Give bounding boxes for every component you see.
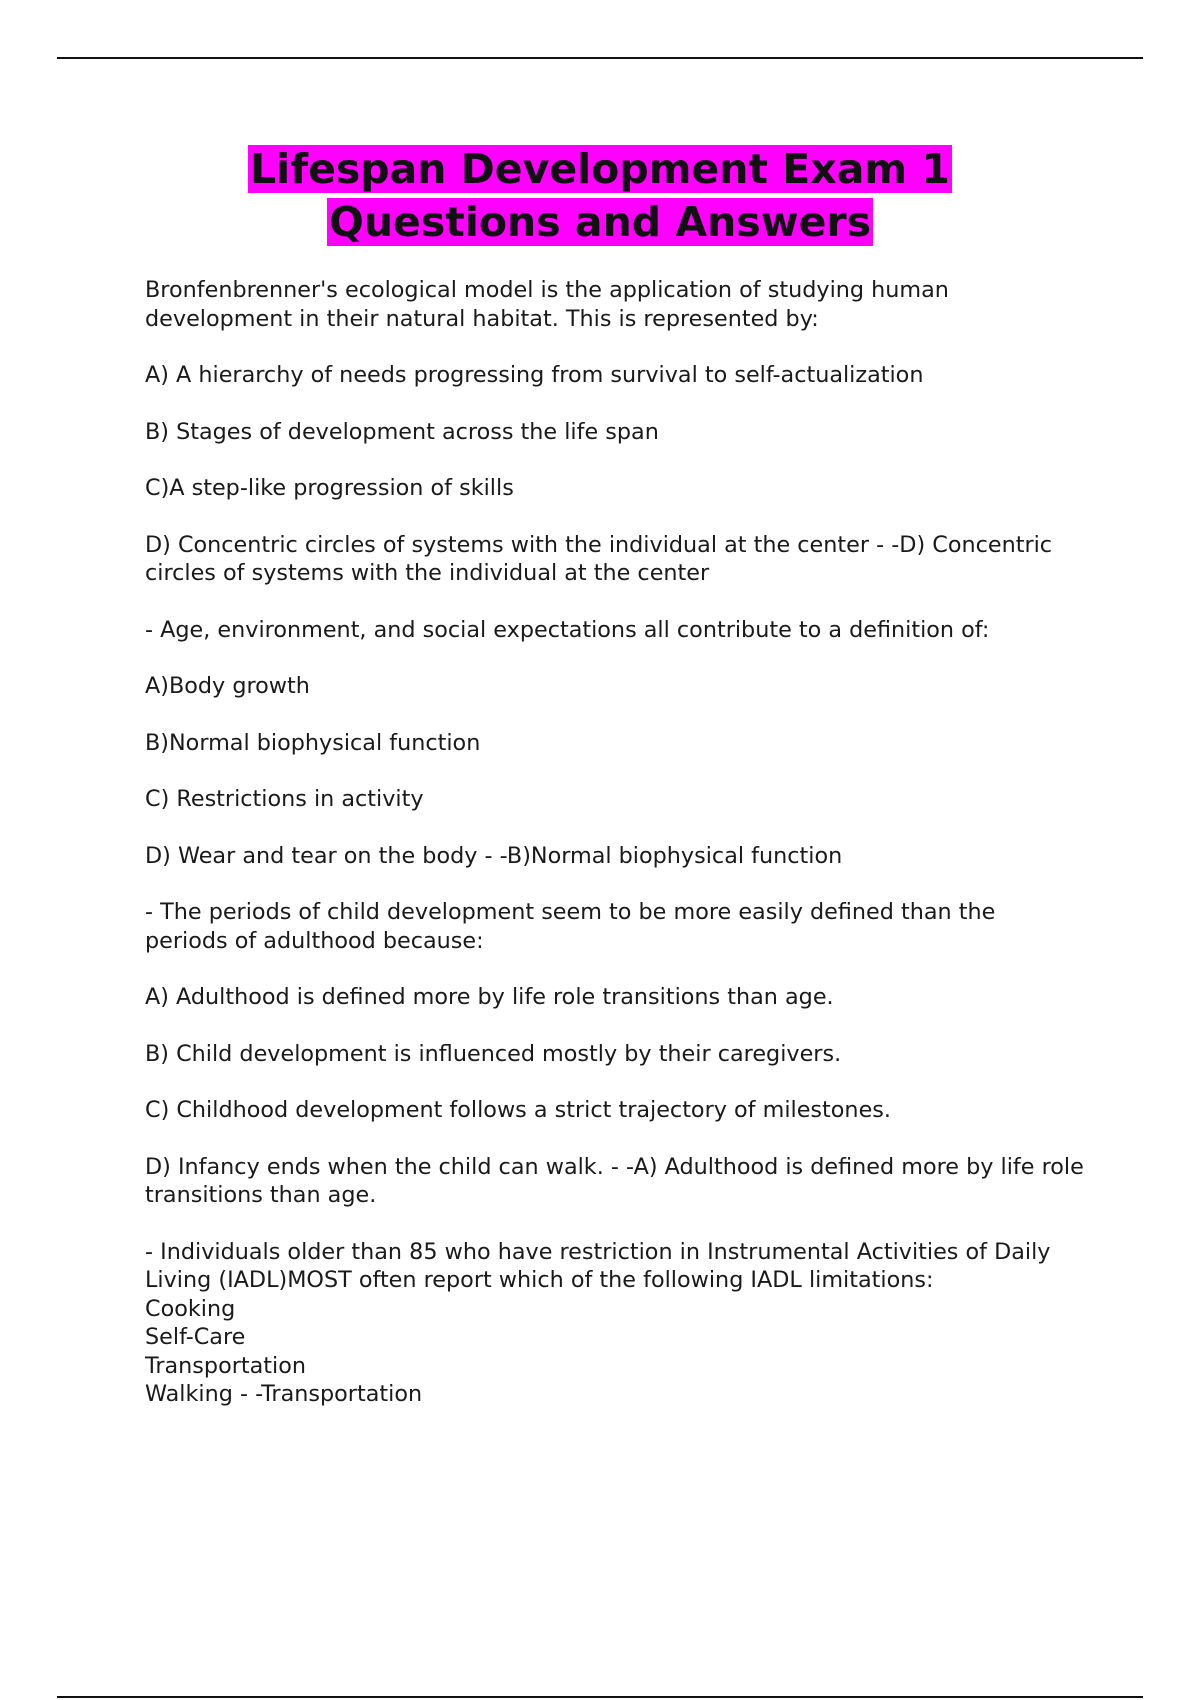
question-1-prompt: Bronfenbrenner's ecological model is the application of studying human development in their natural habitat. This is represented by:	[145, 277, 949, 332]
question-3-option-c: C) Childhood development follows a strict trajectory of milestones.	[145, 1097, 891, 1123]
question-4-line-4-answer: Walking - -Transportation	[145, 1381, 423, 1407]
question-2-option-c: C) Restrictions in activity	[145, 786, 424, 812]
question-3-option-a: A) Adulthood is defined more by life role transitions than age.	[145, 984, 834, 1010]
question-1-option-a: A) A hierarchy of needs progressing from survival to self-actualization	[145, 362, 924, 388]
title-line-2: Questions and Answers	[328, 198, 872, 246]
question-2-option-a: A)Body growth	[145, 673, 310, 699]
question-4-line-1: Cooking	[145, 1295, 236, 1322]
question-4-line-3: Transportation	[145, 1352, 306, 1379]
question-2-prompt: - Age, environment, and social expectations all contribute to a definition of:	[145, 616, 990, 643]
footer-rule	[57, 1696, 1143, 1698]
question-1-option-d-answer: D) Concentric circles of systems with the individual at the center - -D) Concentric circles of systems with the individual at the center	[145, 531, 1053, 586]
question-2-option-b: B)Normal biophysical function	[145, 729, 481, 756]
document-body	[145, 276, 1085, 1437]
question-1-option-b: B) Stages of development across the life span	[145, 418, 659, 445]
question-1-option-c: C)A step-like progression of skills	[145, 475, 514, 501]
title-line-1: Lifespan Development Exam 1	[250, 145, 950, 193]
question-4-line-2: Self-Care	[145, 1324, 246, 1350]
question-3-option-d-answer: D) Infancy ends when the child can walk. - -A) Adulthood is defined more by life role transitions than age.	[145, 1153, 1084, 1208]
question-2-option-d-answer: D) Wear and tear on the body - -B)Normal biophysical function	[145, 842, 843, 869]
header-rule	[57, 57, 1143, 59]
question-3-option-b: B) Child development is influenced mostly by their caregivers.	[145, 1040, 842, 1067]
question-3-prompt: - The periods of child development seem to be more easily defined than the periods of adulthood because:	[145, 899, 996, 954]
question-4-block	[145, 1238, 1085, 1409]
document-title	[100, 143, 1100, 249]
question-4-prompt: - Individuals older than 85 who have restriction in Instrumental Activities of Daily Living (IADL)MOST often report which of the following IADL limitations:	[145, 1238, 1051, 1293]
